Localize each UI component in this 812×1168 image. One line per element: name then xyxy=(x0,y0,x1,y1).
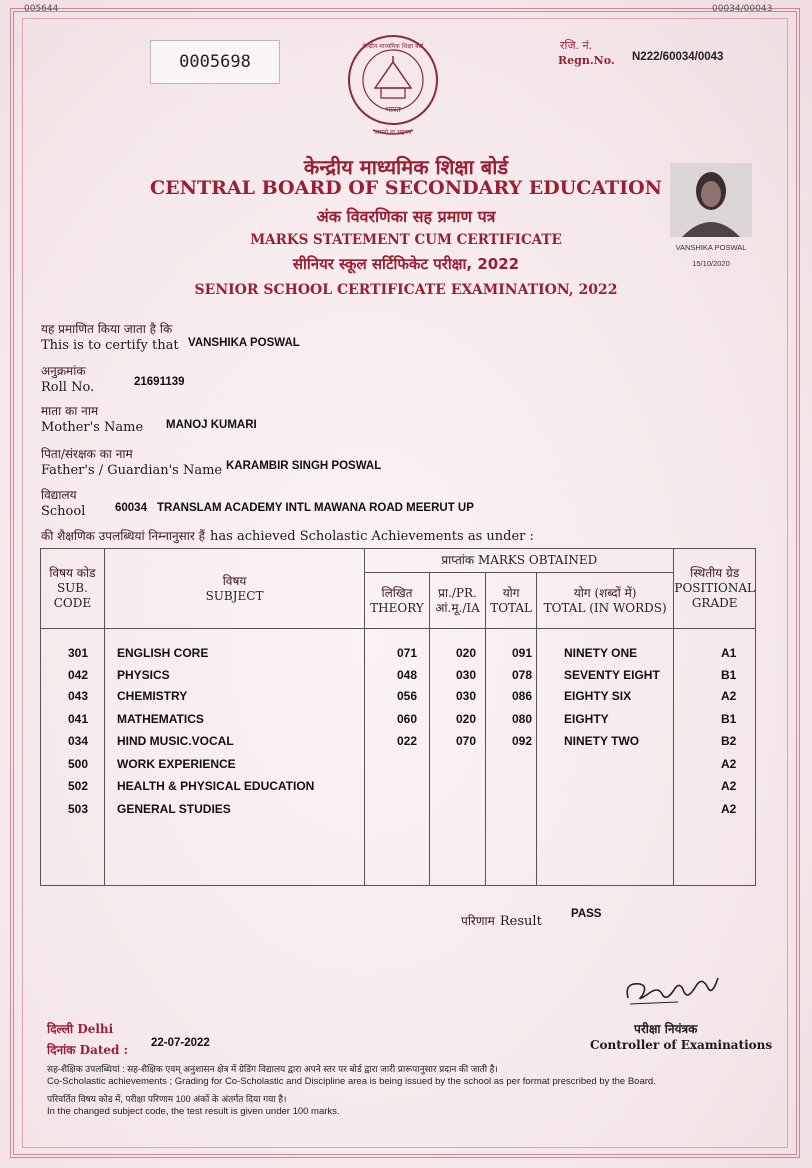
cell-subject: CHEMISTRY xyxy=(117,689,188,703)
cbse-emblem xyxy=(345,32,441,142)
certify-label-hindi: यह प्रमाणित किया जाता है कि xyxy=(41,322,173,336)
father-label-english: Father's / Guardian's Name xyxy=(41,463,223,478)
exam-title-english: SENIOR SCHOOL CERTIFICATE EXAMINATION, 2022 xyxy=(194,282,618,298)
photo-name: VANSHIKA POSWAL xyxy=(675,243,747,252)
board-title-english: CENTRAL BOARD OF SECONDARY EDUCATION xyxy=(150,177,662,199)
cell-words: NINETY TWO xyxy=(564,734,640,748)
table-row xyxy=(40,646,756,668)
cell-total: 078 xyxy=(512,668,533,682)
emblem-top-text: केन्द्रीय माध्यमिक शिक्षा बोर्ड xyxy=(362,43,424,50)
exam-title-hindi: सीनियर स्कूल सर्टिफिकेट परीक्षा, 2022 xyxy=(292,255,520,273)
footnote-2-hindi: परिवर्तित विषय कोड में, परीक्षा परिणाम 100 अंकों के अंतर्गत दिया गया है। xyxy=(47,1094,287,1104)
footnote-1-hindi: सह-शैक्षिक उपलब्धियां : सह-शैक्षिक एवम् अनुशासन क्षेत्र में ग्रेडिंग विद्यालय द्वारा अपने स्तर पर बोर्ड द्वारा जारी प्रारूपानुसार प्रदान की जाती है। xyxy=(47,1064,498,1074)
emblem-bottom-text: असतो मा सद्गमय xyxy=(374,129,412,136)
person-photo-icon xyxy=(670,163,752,237)
cell-subject: WORK EXPERIENCE xyxy=(117,757,236,771)
school-code: 60034 xyxy=(115,502,147,514)
roll-label-english: Roll No. xyxy=(41,380,95,395)
cell-words: NINETY ONE xyxy=(564,646,638,660)
marks-obtained-header: प्राप्तांक MARKS OBTAINED xyxy=(365,549,674,573)
result-label: परिणाम Result xyxy=(461,914,542,929)
table-row xyxy=(40,668,756,690)
cell-code: 502 xyxy=(68,779,89,793)
table-row xyxy=(40,712,756,734)
school-label-english: School xyxy=(41,504,86,519)
cell-code: 043 xyxy=(68,689,89,703)
achieved-label-hindi: की शैक्षणिक उपलब्धियां निम्नानुसार हैं xyxy=(41,529,205,543)
place-label: दिल्ली Delhi xyxy=(47,1022,114,1036)
regn-label-hindi: रजि. नं. xyxy=(560,39,593,52)
father-name: KARAMBIR SINGH POSWAL xyxy=(226,460,382,472)
table-row xyxy=(40,689,756,711)
candidate-photo xyxy=(670,163,752,237)
mother-label-hindi: माता का नाम xyxy=(41,404,99,418)
regn-label-english: Regn.No. xyxy=(558,54,615,67)
cell-theory: 056 xyxy=(397,689,418,703)
achieved-label-english: has achieved Scholastic Achievements as under : xyxy=(210,529,534,544)
cell-grade: B2 xyxy=(721,734,737,748)
candidate-name: VANSHIKA POSWAL xyxy=(188,337,300,349)
mother-label-english: Mother's Name xyxy=(41,420,144,435)
table-row xyxy=(40,802,756,824)
roll-label-hindi: अनुक्रमांक xyxy=(41,364,86,378)
cell-code: 503 xyxy=(68,802,89,816)
board-title-hindi: केन्द्रीय माध्यमिक शिक्षा बोर्ड xyxy=(303,155,509,179)
emblem-mid-text: भारत xyxy=(385,105,401,114)
result-value: PASS xyxy=(571,908,602,920)
subject-header: विषय SUBJECT xyxy=(104,549,364,629)
doc-title-hindi: अंक विवरणिका सह प्रमाण पत्र xyxy=(316,207,496,226)
cell-grade: A2 xyxy=(721,689,737,703)
corner-number-right: 00034/00043 xyxy=(712,4,773,14)
cell-grade: A2 xyxy=(721,802,737,816)
table-row xyxy=(40,757,756,779)
total-header: योग TOTAL xyxy=(486,573,537,629)
photo-date: 15/10/2020 xyxy=(692,259,730,268)
cell-grade: A1 xyxy=(721,646,737,660)
doc-title-english: MARKS STATEMENT CUM CERTIFICATE xyxy=(250,232,562,248)
grade-header: स्थितीय ग्रेड POSITIONAL GRADE xyxy=(674,549,756,629)
roll-number: 21691139 xyxy=(134,376,185,388)
cell-words: EIGHTY xyxy=(564,712,609,726)
cell-pr: 070 xyxy=(456,734,477,748)
serial-box xyxy=(150,40,280,84)
table-row xyxy=(40,734,756,756)
cell-theory: 060 xyxy=(397,712,418,726)
practical-header: प्रा./PR. आं.मू./IA xyxy=(429,573,486,629)
cell-subject: HIND MUSIC.VOCAL xyxy=(117,734,234,748)
cell-pr: 030 xyxy=(456,668,477,682)
school-label-hindi: विद्यालय xyxy=(41,488,77,502)
cell-subject: PHYSICS xyxy=(117,668,170,682)
total-words-header: योग (शब्दों में) TOTAL (IN WORDS) xyxy=(536,573,673,629)
certify-label-english: This is to certify that xyxy=(41,338,179,353)
cell-pr: 020 xyxy=(456,712,477,726)
cell-code: 041 xyxy=(68,712,89,726)
controller-signature-icon xyxy=(618,968,728,1010)
theory-header: लिखित THEORY xyxy=(365,573,430,629)
corner-number-left: 005644 xyxy=(24,4,59,14)
issue-date: 22-07-2022 xyxy=(151,1037,210,1049)
cell-total: 086 xyxy=(512,689,533,703)
footnote-1-english: Co-Scholastic achievements ; Grading for Co-Scholastic and Discipline area is being issued by the school as per format prescribed by the Board. xyxy=(47,1076,656,1087)
controller-label-english: Controller of Examinations xyxy=(590,1038,773,1052)
school-name: TRANSLAM ACADEMY INTL MAWANA ROAD MEERUT UP xyxy=(157,502,474,514)
cell-total: 080 xyxy=(512,712,533,726)
cell-grade: B1 xyxy=(721,712,737,726)
father-label-hindi: पिता/संरक्षक का नाम xyxy=(41,447,133,461)
cell-total: 091 xyxy=(512,646,533,660)
cell-grade: A2 xyxy=(721,757,737,771)
cell-subject: GENERAL STUDIES xyxy=(117,802,231,816)
cell-pr: 020 xyxy=(456,646,477,660)
cell-code: 042 xyxy=(68,668,89,682)
cell-theory: 022 xyxy=(397,734,418,748)
code-header: विषय कोड SUB. CODE xyxy=(41,549,105,629)
footnote-2-english: In the changed subject code, the test result is given under 100 marks. xyxy=(47,1106,340,1117)
achievement-line xyxy=(41,525,534,544)
mother-name: MANOJ KUMARI xyxy=(166,419,257,431)
table-row xyxy=(40,779,756,801)
controller-label-hindi: परीक्षा नियंत्रक xyxy=(634,1022,698,1036)
cell-grade: B1 xyxy=(721,668,737,682)
cell-grade: A2 xyxy=(721,779,737,793)
cell-theory: 071 xyxy=(397,646,418,660)
cell-subject: MATHEMATICS xyxy=(117,712,204,726)
cell-code: 500 xyxy=(68,757,89,771)
cell-code: 301 xyxy=(68,646,89,660)
cell-subject: ENGLISH CORE xyxy=(117,646,209,660)
cell-words: SEVENTY EIGHT xyxy=(564,668,660,682)
cell-words: EIGHTY SIX xyxy=(564,689,632,703)
dated-label: दिनांक Dated : xyxy=(47,1043,129,1057)
serial-number: 0005698 xyxy=(179,52,251,72)
cell-subject: HEALTH & PHYSICAL EDUCATION xyxy=(117,779,315,793)
cell-pr: 030 xyxy=(456,689,477,703)
cell-total: 092 xyxy=(512,734,533,748)
cell-code: 034 xyxy=(68,734,89,748)
regn-number: N222/60034/0043 xyxy=(632,51,724,63)
cell-theory: 048 xyxy=(397,668,418,682)
